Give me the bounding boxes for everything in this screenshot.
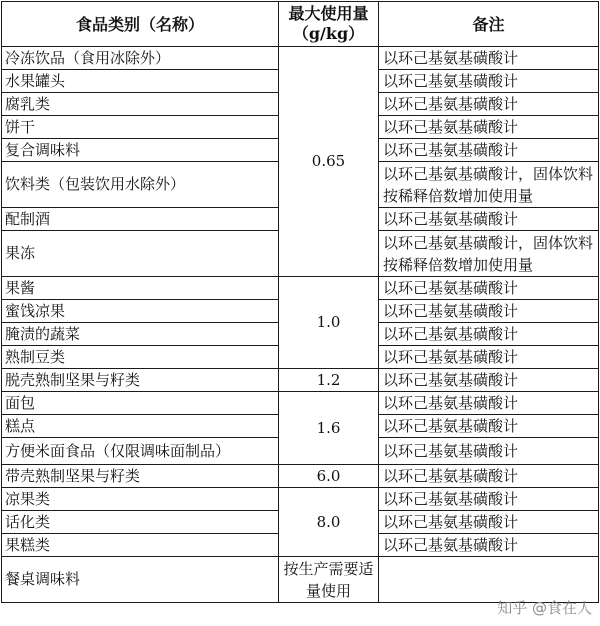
remark-cell: 以环己基氨基磺酸计 <box>379 208 599 231</box>
table-row <box>2 277 599 300</box>
table-row <box>2 465 599 488</box>
food-category-cell: 面包 <box>2 392 279 415</box>
food-category-cell: 糕点 <box>2 415 279 438</box>
food-category-cell: 腐乳类 <box>2 93 279 116</box>
food-category-cell: 话化类 <box>2 511 279 534</box>
food-category-cell: 果糕类 <box>2 534 279 557</box>
food-category-cell: 水果罐头 <box>2 70 279 93</box>
remark-cell: 以环己基氨基磺酸计 <box>379 392 599 415</box>
food-category-cell: 饼干 <box>2 116 279 139</box>
table-header-row <box>2 2 599 47</box>
remark-cell: 以环己基氨基磺酸计 <box>379 47 599 70</box>
food-category-cell: 带壳熟制坚果与籽类 <box>2 465 279 488</box>
max-usage-cell: 1.2 <box>279 369 379 392</box>
remark-cell: 以环己基氨基磺酸计 <box>379 415 599 438</box>
remark-cell: 以环己基氨基磺酸计 <box>379 277 599 300</box>
zhihu-watermark: 知乎 @食在人 <box>497 599 592 617</box>
remark-cell: 以环己基氨基磺酸计 <box>379 465 599 488</box>
food-category-cell: 复合调味料 <box>2 139 279 162</box>
remark-cell: 以环己基氨基磺酸计 <box>379 300 599 323</box>
food-category-cell: 蜜饯凉果 <box>2 300 279 323</box>
food-category-cell: 配制酒 <box>2 208 279 231</box>
header-remarks: 备注 <box>379 2 599 47</box>
max-usage-cell: 1.6 <box>279 392 379 465</box>
remark-cell: 以环己基氨基磺酸计 <box>379 438 599 465</box>
food-category-cell: 熟制豆类 <box>2 346 279 369</box>
remark-cell: 以环己基氨基磺酸计 <box>379 323 599 346</box>
max-usage-cell: 6.0 <box>279 465 379 488</box>
max-usage-cell: 按生产需要适量使用 <box>279 557 379 603</box>
food-category-cell: 脱壳熟制坚果与籽类 <box>2 369 279 392</box>
remark-cell: 以环己基氨基磺酸计 <box>379 70 599 93</box>
remark-cell: 以环己基氨基磺酸计，固体饮料按稀释倍数增加使用量 <box>379 162 599 208</box>
table-row <box>2 392 599 415</box>
table-row <box>2 488 599 511</box>
table-row <box>2 47 599 70</box>
remark-cell: 以环己基氨基磺酸计 <box>379 511 599 534</box>
remark-cell: 以环己基氨基磺酸计，固体饮料按稀释倍数增加使用量 <box>379 231 599 277</box>
header-food-category: 食品类别（名称） <box>2 2 279 47</box>
food-category-cell: 饮料类（包装饮用水除外） <box>2 162 279 208</box>
food-category-cell: 餐桌调味料 <box>2 557 279 603</box>
food-category-cell: 冷冻饮品（食用冰除外） <box>2 47 279 70</box>
remark-cell: 以环己基氨基磺酸计 <box>379 116 599 139</box>
remark-cell: 以环己基氨基磺酸计 <box>379 346 599 369</box>
header-max-usage: 最大使用量（g/kg） <box>279 2 379 47</box>
remark-cell-empty <box>379 557 599 603</box>
table-row <box>2 557 599 603</box>
max-usage-cell: 1.0 <box>279 277 379 369</box>
food-category-cell: 果冻 <box>2 231 279 277</box>
max-usage-cell: 0.65 <box>279 47 379 277</box>
remark-cell: 以环己基氨基磺酸计 <box>379 139 599 162</box>
food-category-cell: 方便米面食品（仅限调味面制品） <box>2 438 279 465</box>
remark-cell: 以环己基氨基磺酸计 <box>379 369 599 392</box>
food-additive-table <box>1 1 599 603</box>
food-category-cell: 果酱 <box>2 277 279 300</box>
remark-cell: 以环己基氨基磺酸计 <box>379 534 599 557</box>
max-usage-cell: 8.0 <box>279 488 379 557</box>
table-row <box>2 369 599 392</box>
remark-cell: 以环己基氨基磺酸计 <box>379 488 599 511</box>
remark-cell: 以环己基氨基磺酸计 <box>379 93 599 116</box>
food-category-cell: 腌渍的蔬菜 <box>2 323 279 346</box>
food-category-cell: 凉果类 <box>2 488 279 511</box>
